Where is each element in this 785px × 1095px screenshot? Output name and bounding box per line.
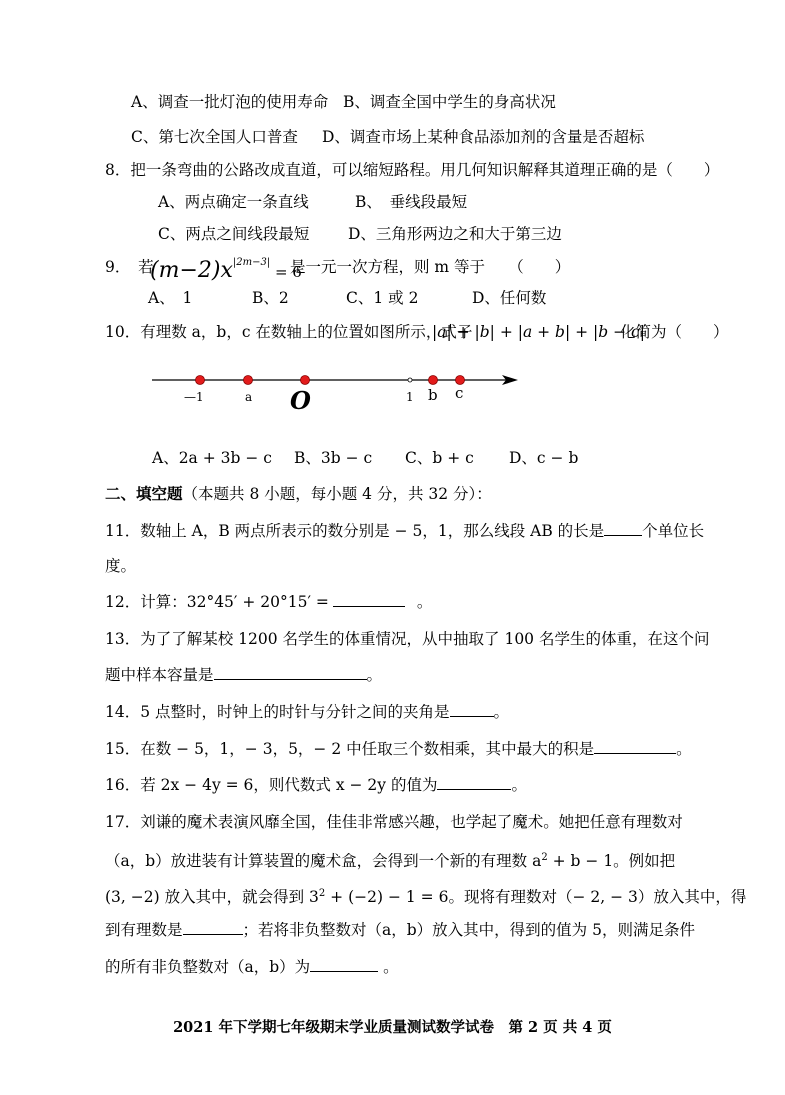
- point-origin: [301, 376, 310, 385]
- q15-line: [105, 739, 692, 759]
- q11-line-2: 度。: [105, 557, 137, 575]
- point-one: [408, 378, 412, 382]
- section-2-note: （本题共 8 小题，每小题 4 分，共 32 分）：: [182, 485, 492, 503]
- q9-expr-tail: = 6: [270, 263, 302, 281]
- page-footer: 2021 年下学期七年级期末学业质量测试数学试卷 第 2 页 共 4 页: [173, 1019, 612, 1036]
- q10-option-c: C、b + c: [405, 449, 474, 467]
- q10-option-a: A、2a + 3b − c: [152, 449, 272, 467]
- point-neg1: [196, 376, 205, 385]
- q17-line-3: [105, 884, 746, 907]
- q14-text-a: 14．5 点整时，时钟上的时针与分针之间的夹角是: [105, 703, 450, 721]
- q14-answer-blank[interactable]: [450, 702, 494, 717]
- q17-text-5b: 。: [378, 958, 399, 976]
- q17-text-4b: ；若将非负整数对（a，b）放入其中，得到的值为 5，则满足条件: [242, 921, 695, 939]
- q17-line-5: [105, 957, 399, 977]
- label-one: 1: [406, 390, 414, 404]
- q17-answer-blank-1[interactable]: [183, 920, 243, 935]
- q11-text-a: 11．数轴上 A，B 两点所表示的数分别是 − 5，1，那么线段 AB 的长是: [105, 522, 605, 540]
- q9-option-a: A、 1: [148, 289, 193, 307]
- q9-option-d: D、任何数: [472, 289, 547, 307]
- q9-expr-main: (m−2)x: [150, 258, 233, 283]
- q17-sup-3: 2: [318, 888, 326, 899]
- section-2-header: [105, 484, 492, 504]
- q12-line: [105, 592, 432, 612]
- q13-text-b: 题中样本容量是: [105, 666, 214, 684]
- q10-expression: |a| + |b| + |a + b| + |b − c|: [432, 323, 645, 341]
- q16-answer-blank[interactable]: [437, 775, 511, 790]
- q17-text-3b: + (−2) − 1 = 6。现将有理数对（− 2, − 3）放入其中，得: [325, 888, 747, 907]
- point-b: [429, 376, 438, 385]
- q9-expr-exponent: |2m−3|: [232, 257, 271, 268]
- q13-answer-blank[interactable]: [214, 665, 367, 680]
- number-line-figure: [150, 368, 530, 418]
- point-a: [244, 376, 253, 385]
- q13-text-c: 。: [366, 666, 383, 684]
- q8-option-b: B、 垂线段最短: [355, 193, 468, 211]
- q9-number: 9． 若: [105, 258, 154, 276]
- section-2-title: 二、填空题: [105, 484, 183, 503]
- q8-option-c: C、两点之间线段最短: [158, 225, 310, 243]
- q16-line: [105, 775, 527, 795]
- q7-option-b: B、调查全国中学生的身高状况: [343, 93, 556, 111]
- q17-line-2: [105, 848, 675, 871]
- q17-text-3a: (3, −2) 放入其中，就会得到 3: [105, 888, 319, 907]
- q15-answer-blank[interactable]: [594, 739, 676, 754]
- q17-answer-blank-2[interactable]: [310, 957, 378, 972]
- q14-line: [105, 702, 509, 722]
- q11-text-b: 个单位长: [642, 522, 705, 540]
- q14-text-b: 。: [493, 703, 510, 721]
- q10-option-d: D、c − b: [509, 449, 579, 467]
- q9-expression: [150, 250, 302, 285]
- label-c: c: [455, 384, 464, 402]
- q15-text-b: 。: [676, 740, 692, 758]
- label-a: a: [245, 390, 253, 404]
- q12-text-a: 12．计算：32°45′ + 20°15′ =: [105, 593, 329, 611]
- q7-option-a: A、调查一批灯泡的使用寿命: [131, 93, 329, 111]
- q10-stem-b: 化简为（ ）: [620, 323, 729, 341]
- q13-line-1: 13．为了了解某校 1200 名学生的体重情况，从中抽取了 100 名学生的体重，在这个问: [105, 630, 710, 648]
- label-origin: O: [290, 386, 311, 415]
- q8-option-a: A、两点确定一条直线: [158, 193, 309, 211]
- q8-option-d: D、三角形两边之和大于第三边: [348, 225, 562, 243]
- q7-option-d: D、调查市场上某种食品添加剂的含量是否超标: [322, 128, 645, 146]
- q13-line-2: [105, 665, 382, 685]
- q17-line-4: [105, 920, 695, 940]
- q11-line-1: [105, 521, 704, 541]
- q9-option-c: C、1 或 2: [346, 289, 419, 307]
- q17-text-2b: + b − 1。例如把: [547, 852, 676, 871]
- q17-text-4a: 到有理数是: [105, 921, 183, 939]
- q17-line-1: 17．刘谦的魔术表演风靡全国，佳佳非常感兴趣，也学起了魔术。她把任意有理数对: [105, 813, 683, 831]
- q7-option-c: C、第七次全国人口普查: [131, 128, 298, 146]
- q16-text-b: 。: [511, 776, 527, 794]
- q17-text-2a: （a，b）放进装有计算装置的魔术盒，会得到一个新的有理数 a: [105, 852, 542, 871]
- q8-stem: 8．把一条弯曲的公路改成直道，可以缩短路程。用几何知识解释其道理正确的是（ ）: [105, 161, 720, 179]
- q9-text: 是一元一次方程，则 m 等于 （ ）: [290, 258, 571, 276]
- q16-text-a: 16．若 2x − 4y = 6，则代数式 x − 2y 的值为: [105, 776, 438, 794]
- q9-option-b: B、2: [252, 289, 289, 307]
- q12-text-b: 。: [416, 593, 433, 611]
- q17-text-5a: 的所有非负整数对（a，b）为: [105, 958, 311, 976]
- label-b: b: [428, 386, 438, 404]
- q11-answer-blank[interactable]: [604, 521, 642, 536]
- q17-sup-2: 2: [541, 852, 548, 863]
- q12-answer-blank[interactable]: [333, 592, 405, 607]
- q15-text-a: 15．在数 − 5，1，− 3，5，− 2 中任取三个数相乘，其中最大的积是: [105, 740, 595, 758]
- q10-stem-a: 10．有理数 a，b，c 在数轴上的位置如图所示，式子: [105, 323, 473, 341]
- label-neg1: —1: [184, 390, 204, 404]
- q10-option-b: B、3b − c: [294, 449, 373, 467]
